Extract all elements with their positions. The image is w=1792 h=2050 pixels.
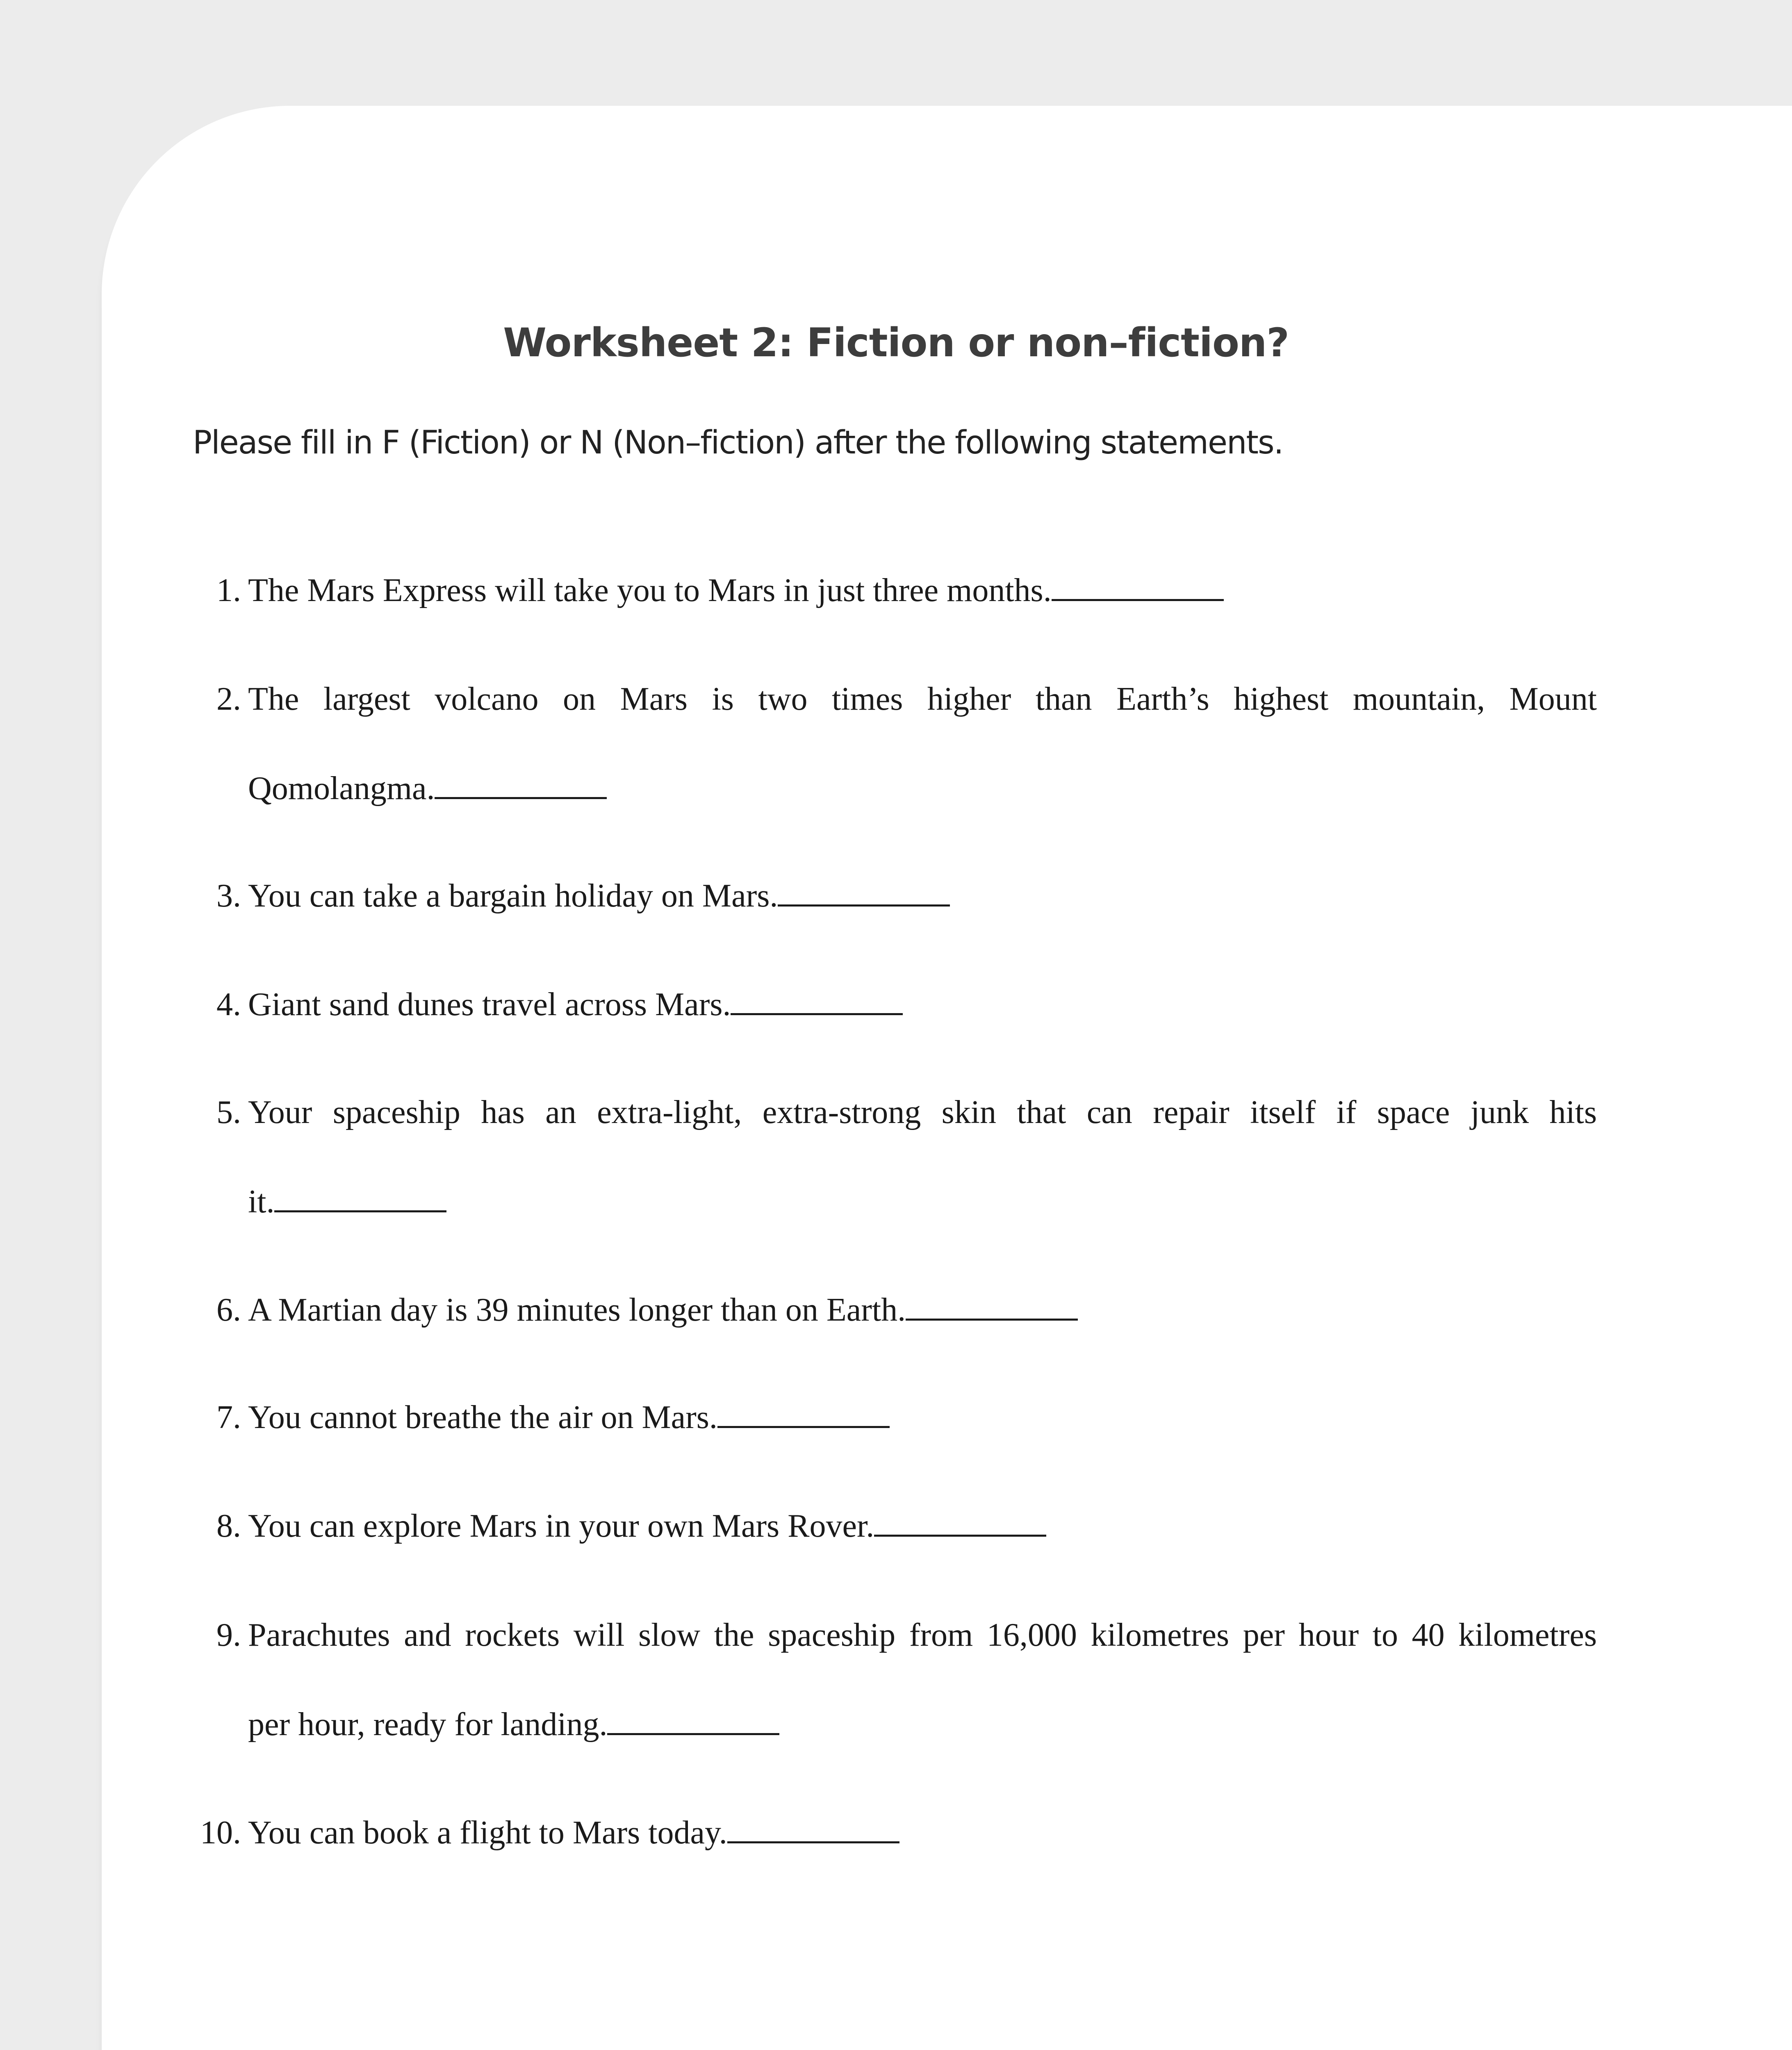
- statement-text-line: [248, 1706, 1597, 1743]
- statement-number: 4.: [216, 986, 241, 1023]
- answer-blank[interactable]: [778, 904, 950, 907]
- statement-text: The Mars Express will take you to Mars in just three months.: [248, 572, 1052, 608]
- answer-blank[interactable]: [874, 1534, 1046, 1537]
- answer-blank[interactable]: [731, 1013, 903, 1015]
- statement-text: The largest volcano on Mars is two times higher than Earth’s highest mountain, Mount: [248, 681, 1597, 717]
- answer-blank[interactable]: [274, 1210, 446, 1212]
- statement-text-line: [248, 572, 1597, 609]
- answer-blank[interactable]: [906, 1318, 1078, 1321]
- worksheet-sheet: [102, 106, 1792, 2050]
- statement-text-line: [248, 877, 1597, 915]
- statement-text: Your spaceship has an extra-light, extra-strong skin that can repair itself if space junk hits: [248, 1094, 1597, 1130]
- statement-text: You can take a bargain holiday on Mars.: [248, 878, 778, 914]
- statement-text-line: [248, 1508, 1597, 1545]
- statement-text-line: [248, 986, 1597, 1023]
- worksheet-title: Worksheet 2: Fiction or non–fiction?: [503, 320, 1289, 366]
- statement-text-line: [248, 1292, 1597, 1329]
- statement-text: Giant sand dunes travel across Mars.: [248, 986, 731, 1023]
- statement-text: it.: [248, 1184, 275, 1220]
- statement-text: A Martian day is 39 minutes longer than on Earth.: [248, 1292, 906, 1328]
- statement-number: 10.: [200, 1815, 241, 1851]
- answer-blank[interactable]: [727, 1841, 899, 1843]
- statement-text: Qomolangma.: [248, 770, 435, 806]
- answer-blank[interactable]: [435, 797, 607, 799]
- statement-text-line: [248, 1399, 1597, 1436]
- answer-blank[interactable]: [607, 1733, 779, 1735]
- statement-text-line: [248, 770, 1597, 807]
- statement-text: You can book a flight to Mars today.: [248, 1815, 727, 1851]
- worksheet-instructions: Please fill in F (Fiction) or N (Non–fiction) after the following statements.: [193, 424, 1283, 461]
- statement-number: 8.: [216, 1508, 241, 1544]
- statement-number: 5.: [216, 1094, 241, 1130]
- statement-number: 7.: [216, 1399, 241, 1435]
- statement-text: Parachutes and rockets will slow the spaceship from 16,000 kilometres per hour to 40 kilometres: [248, 1617, 1597, 1653]
- statement-text: You cannot breathe the air on Mars.: [248, 1399, 717, 1435]
- statement-number: 1.: [216, 572, 241, 608]
- statement-number: 6.: [216, 1292, 241, 1328]
- statement-text: You can explore Mars in your own Mars Rover.: [248, 1508, 874, 1544]
- statement-number: 3.: [216, 878, 241, 914]
- statement-text-line: [248, 1183, 1597, 1221]
- statement-text-line: [248, 1814, 1597, 1852]
- statement-number: 2.: [216, 681, 241, 717]
- statement-number: 9.: [216, 1617, 241, 1653]
- answer-blank[interactable]: [1052, 599, 1224, 601]
- answer-blank[interactable]: [717, 1426, 890, 1428]
- statement-text: per hour, ready for landing.: [248, 1706, 608, 1742]
